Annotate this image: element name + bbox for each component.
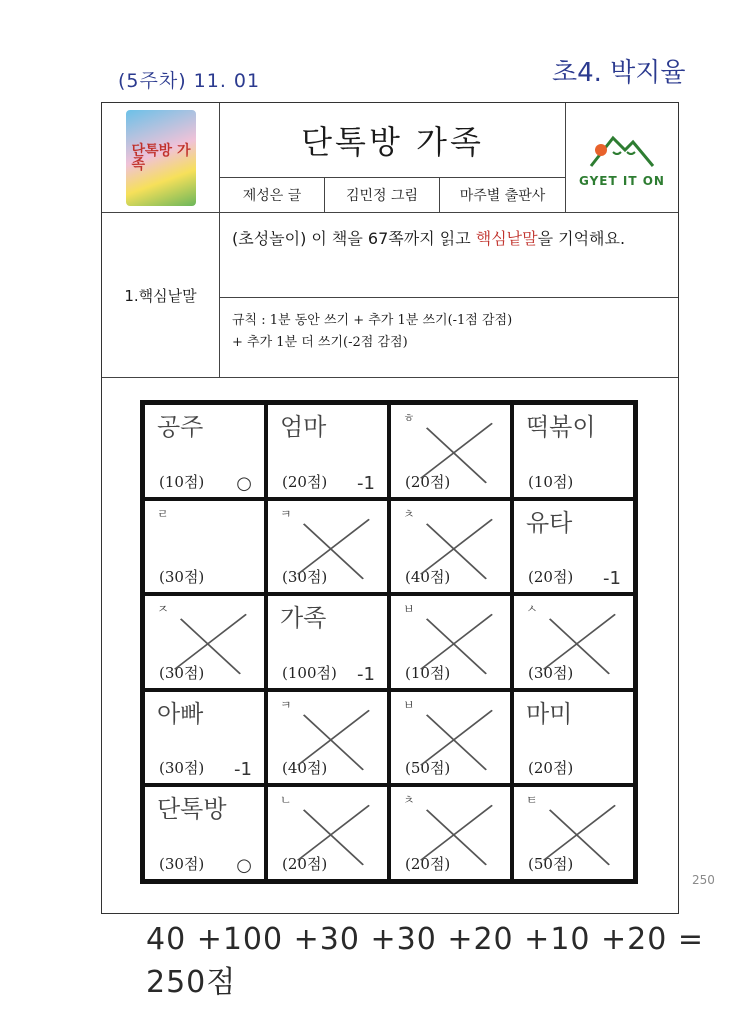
grid-cell-points: (30점): [159, 663, 205, 682]
grid-cell: [514, 692, 633, 784]
grid-cell: [391, 787, 510, 879]
grid-cell: [514, 787, 633, 879]
grid-cell-points: (20점): [282, 854, 328, 873]
grid-cell-word: 마미: [526, 699, 573, 728]
grid-cell-points: (10점): [405, 663, 451, 682]
grid-cell-mark: ○: [236, 472, 252, 494]
grid-cell: [268, 501, 387, 593]
grid-cell-mark: -1: [357, 472, 375, 494]
grid-cell-points: (30점): [159, 759, 205, 778]
instruction-keyword: 핵심낱말: [475, 229, 538, 248]
grid-cell-word: ㅋ: [280, 506, 292, 521]
grid-cell-points: (20점): [405, 854, 451, 873]
grid-cell: [514, 405, 633, 497]
grid-cell: [514, 501, 633, 593]
book-publisher: 마주별 출판사: [440, 178, 565, 213]
grid-cell-mark: -1: [603, 568, 621, 590]
grid-cell: [145, 692, 264, 784]
grid-cell-points: (10점): [528, 472, 574, 491]
grid-cell-word: ㅊ: [403, 793, 415, 808]
grid-cell: [514, 596, 633, 688]
grid-cell-points: (40점): [282, 759, 328, 778]
rules-box: [220, 298, 678, 378]
initial-sound-game-grid: [140, 400, 638, 884]
grid-cell-word: 떡볶이: [526, 413, 596, 441]
book-author: 제성은 글: [220, 178, 325, 213]
grid-cell-word: 아빠: [157, 699, 204, 728]
grid-cell: [391, 596, 510, 688]
book-cover-thumbnail: [102, 103, 220, 213]
grid-cell-word: ㅂ: [403, 602, 415, 617]
grid-cell: [391, 692, 510, 784]
grid-cell-word: ㅎ: [403, 411, 415, 425]
grid-cell-points: (10점): [159, 472, 205, 491]
brand-logo: [565, 103, 678, 213]
grid-cell-mark: ○: [236, 854, 252, 876]
grid-cell-word: 유타: [526, 508, 573, 537]
book-cover-title: 단톡방 가족: [131, 142, 191, 173]
instruction-text-before: (초성놀이) 이 책을 67쪽까지 읽고: [232, 229, 476, 248]
grid-cell-word: ㄴ: [280, 793, 292, 808]
section-instruction: [220, 213, 678, 298]
grid-cell-mark: -1: [357, 663, 375, 685]
grid-cell: [145, 405, 264, 497]
book-cover-image: [126, 110, 196, 206]
grid-cell-points: (20점): [405, 472, 451, 491]
grid-cell-points: (30점): [159, 568, 205, 587]
handwritten-total-sum: 40 +100 +30 +30 +20 +10 +20 = 250점: [146, 922, 705, 1000]
grid-cell-points: (100점): [282, 663, 337, 682]
rules-line-2: + 추가 1분 더 쓰기(-2점 감점): [232, 335, 408, 350]
handwritten-side-note: 250: [692, 873, 715, 887]
book-title: 단톡방 가족: [220, 103, 565, 178]
grid-cell: [268, 405, 387, 497]
grid-cell-word: ㅌ: [526, 793, 538, 808]
rules-line-1: 규칙 : 1분 동안 쓰기 + 추가 1분 쓰기(-1점 감점): [232, 313, 513, 328]
handwritten-student-name: 초4. 박지율: [552, 58, 686, 88]
grid-cell-word: ㄹ: [157, 506, 169, 521]
grid-cell: [391, 405, 510, 497]
handwritten-session-date: (5주차) 11. 01: [118, 70, 261, 92]
grid-cell-word: 엄마: [280, 413, 327, 441]
mountain-face-icon: [587, 128, 657, 170]
grid-cell-word: 공주: [157, 413, 204, 441]
grid-cell-word: ㅂ: [403, 697, 415, 712]
grid-cell: [145, 501, 264, 593]
grid-cell-mark: -1: [234, 759, 252, 781]
grid-cell: [268, 787, 387, 879]
grid-cell-points: (30점): [282, 568, 328, 587]
brand-logo-text: GYET IT ON: [579, 173, 665, 188]
grid-cell: [145, 596, 264, 688]
grid-cell-word: 단톡방: [157, 795, 227, 824]
grid-cell-word: ㅅ: [526, 602, 538, 617]
book-illustrator: 김민정 그림: [325, 178, 440, 213]
grid-cell: [268, 692, 387, 784]
grid-cell-points: (50점): [405, 759, 451, 778]
grid-cell-word: ㅋ: [280, 697, 292, 712]
grid-cell-points: (40점): [405, 568, 451, 587]
grid-cell-word: ㅊ: [403, 506, 415, 521]
grid-cell: [145, 787, 264, 879]
grid-cell-points: (20점): [282, 472, 328, 491]
grid-cell-points: (20점): [528, 568, 574, 587]
grid-cell: [391, 501, 510, 593]
section-label: 1.핵심낱말: [102, 213, 220, 378]
instruction-text-after: 을 기억해요.: [537, 229, 626, 248]
grid-cell-points: (50점): [528, 854, 574, 873]
grid-cell-points: (30점): [159, 854, 205, 873]
grid-cell-word: 가족: [280, 604, 327, 633]
grid-cell-points: (30점): [528, 663, 574, 682]
grid-cell: [268, 596, 387, 688]
grid-cell-points: (20점): [528, 759, 574, 778]
grid-cell-word: ㅈ: [157, 602, 169, 617]
